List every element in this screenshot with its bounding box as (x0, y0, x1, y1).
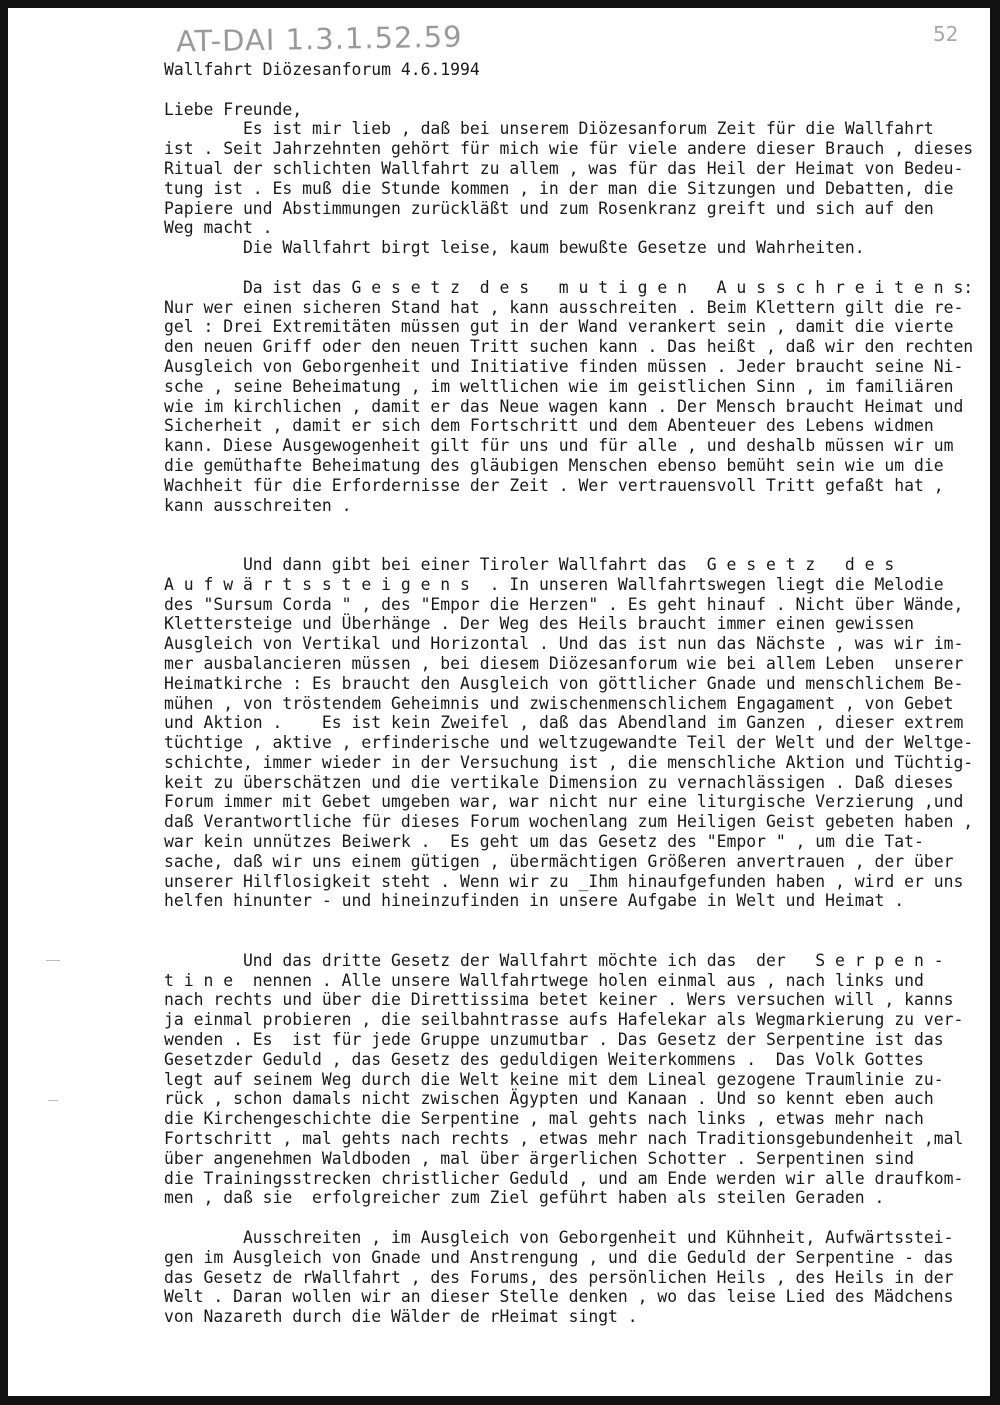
text-line: Wachheit für die Erfordernisse der Zeit . Wer vertrauensvoll Tritt gefaßt hat , (164, 475, 944, 495)
text-line: helfen hinunter - und hineinzufinden in unsere Aufgabe in Welt und Heimat . (164, 891, 905, 911)
text-line: schichte, immer wieder in der Versuchung ist , die menschliche Aktion und Tüchtig- (164, 752, 974, 772)
blank-line (164, 1208, 984, 1228)
page-number: 52 (933, 22, 959, 46)
blank-line (164, 515, 984, 535)
text-line: Ausgleich von Vertikal und Horizontal . Und das ist nun das Nächste , was wir im- (164, 634, 964, 654)
text-line: war kein unnützes Beiwerk . Es geht um das Gesetz des "Empor " , um die Tat- (164, 832, 924, 852)
text-line: keit zu überschätzen und die vertikale Dimension zu vernachlässigen . Daß dieses (164, 772, 954, 792)
text-line: sche , seine Beheimatung , im weltlichen wie im geistlichen Sinn , im familiären (164, 376, 954, 396)
blank-line (164, 931, 984, 951)
text-line: Ritual der schlichten Wallfahrt zu allem , was für das Heil der Heimat von Bedeu- (164, 158, 964, 178)
text-line: tüchtige , aktive , erfinderische und weltzugewandte Teil der Welt und der Weltge- (164, 733, 974, 753)
text-line: t i n e nennen . Alle unsere Wallfahrtwege holen einmal aus , nach links und (164, 970, 924, 990)
text-line: nach rechts und über die Direttissima betet keiner . Wers versuchen will , kanns (164, 990, 954, 1010)
text-line: rück , schon damals nicht zwischen Ägypten und Kanaan . Und so kennt eben auch (164, 1089, 934, 1109)
text-line: daß Verantwortliche für dieses Forum wochenlang zum Heiligen Geist gebeten haben , (164, 812, 974, 832)
text-line: Und dann gibt bei einer Tiroler Wallfahrt das G e s e t z d e s (164, 554, 895, 574)
text-line: gel : Drei Extremitäten müssen gut in der Wand verankert sein , damit die vierte (164, 317, 954, 337)
text-line: gen im Ausgleich von Gnade und Anstrengung , und die Geduld der Serpentine - das (164, 1247, 954, 1267)
text-line: mühen , von tröstendem Geheimnis und zwischenmenschlichem Engagament , von Gebet (164, 693, 954, 713)
text-line: und Aktion . Es ist kein Zweifel , daß das Abendland im Ganzen , dieser extrem (164, 713, 964, 733)
text-line: men , daß sie erfolgreicher zum Ziel geführt haben als steilen Geraden . (164, 1188, 885, 1208)
text-line: Fortschritt , mal gehts nach rechts , etwas mehr nach Traditionsgebundenheit ,mal (164, 1129, 964, 1149)
text-line: A u f w ä r t s s t e i g e n s . In unseren Wallfahrtswegen liegt die Melodie (164, 574, 944, 594)
text-line: Klettersteige und Überhänge . Der Weg des Heils braucht immer einen gewissen (164, 614, 914, 634)
text-line: legt auf seinem Weg durch die Welt keine mit dem Lineal gezogene Traumlinie zu- (164, 1069, 944, 1089)
text-line: Da ist das G e s e t z d e s m u t i g e n A u s s c h r e i t e n s: (164, 277, 974, 297)
text-line: den neuen Griff oder den neuen Tritt suchen kann . Das heißt , daß wir den rechten (164, 337, 974, 357)
letter-body (164, 60, 984, 1327)
text-line: Papiere und Abstimmungen zurückläßt und zum Rosenkranz greift und sich auf den (164, 198, 934, 218)
text-line: Gesetzder Geduld , das Gesetz des geduldigen Weiterkommens . Das Volk Gottes (164, 1049, 924, 1069)
document-page (8, 8, 990, 1396)
blank-line (164, 80, 984, 100)
text-line: Liebe Freunde, (164, 99, 303, 119)
text-line: Nur wer einen sicheren Stand hat , kann ausschreiten . Beim Klettern gilt die re- (164, 297, 964, 317)
text-line: ist . Seit Jahrzehnten gehört für mich wie für viele andere dieser Brauch , dieses (164, 139, 974, 159)
text-line: sache, daß wir uns einem gütigen , übermächtigen Größeren anvertrauen , der über (164, 851, 954, 871)
text-line: über angenehmen Waldboden , mal über ärgerlichen Schotter . Serpentinen sind (164, 1148, 914, 1168)
text-line: Sicherheit , damit er sich dem Fortschritt und dem Abenteuer des Lebens widmen (164, 416, 934, 436)
text-line: Welt . Daran wollen wir an dieser Stelle denken , wo das leise Lied des Mädchens (164, 1287, 954, 1307)
blank-line (164, 535, 984, 555)
text-line: Und das dritte Gesetz der Wallfahrt möchte ich das der S e r p e n - (164, 950, 944, 970)
text-line: wie im kirchlichen , damit er das Neue wagen kann . Der Mensch braucht Heimat und (164, 396, 964, 416)
text-line: Weg macht . (164, 218, 273, 238)
text-line: die gemüthafte Beheimatung des gläubigen Menschen ebenso bemüht sein wie um die (164, 455, 944, 475)
text-line: kann ausschreiten . (164, 495, 352, 515)
text-line: von Nazareth durch die Wälder de rHeimat singt . (164, 1307, 638, 1327)
text-line: die Kirchengeschichte die Serpentine , mal gehts nach links , etwas mehr nach (164, 1109, 924, 1129)
blank-line (164, 911, 984, 931)
text-line: die Trainingsstrecken christlicher Geduld , und am Ende werden wir alle draufkom- (164, 1168, 964, 1188)
text-line: Ausschreiten , im Ausgleich von Geborgenheit und Kühnheit, Aufwärtsstei- (164, 1228, 954, 1248)
text-line: Wallfahrt Diözesanforum 4.6.1994 (164, 60, 480, 79)
text-line: tung ist . Es muß die Stunde kommen , in der man die Sitzungen und Debatten, die (164, 178, 954, 198)
text-line: wenden . Es ist für jede Gruppe unzumutbar . Das Gesetz der Serpentine ist das (164, 1030, 944, 1050)
text-line: Es ist mir lieb , daß bei unserem Diözesanforum Zeit für die Wallfahrt (164, 119, 934, 139)
text-line: mer ausbalancieren müssen , bei diesem Diözesanforum wie bei allem Leben unserer (164, 653, 964, 673)
text-line: das Gesetz de rWallfahrt , des Forums, des persönlichen Heils , des Heils in der (164, 1267, 954, 1287)
blank-line (164, 258, 984, 278)
text-line: Heimatkirche : Es braucht den Ausgleich von göttlicher Gnade und menschlichem Be- (164, 673, 964, 693)
text-line: kann. Diese Ausgewogenheit gilt für uns und für alle , und deshalb müssen wir um (164, 436, 954, 456)
text-line: Ausgleich von Geborgenheit und Initiative finden müssen . Jeder braucht seine Ni- (164, 356, 964, 376)
margin-mark (48, 1100, 58, 1101)
text-line: Die Wallfahrt birgt leise, kaum bewußte Gesetze und Wahrheiten. (164, 238, 865, 258)
text-line: ja einmal probieren , die seilbahntrasse aufs Hafelekar als Wegmarkierung zu ver- (164, 1010, 964, 1030)
text-line: Forum immer mit Gebet umgeben war, war nicht nur eine liturgische Verzierung ,und (164, 792, 964, 812)
text-line: unserer Hilflosigkeit steht . Wenn wir zu _Ihm hinaufgefunden haben , wird er uns (164, 871, 964, 891)
archive-stamp: AT-DAI 1.3.1.52.59 (175, 19, 463, 59)
text-line: des "Sursum Corda " , des "Empor die Herzen" . Es geht hinauf . Nicht über Wände, (164, 594, 964, 614)
margin-mark (46, 960, 60, 961)
